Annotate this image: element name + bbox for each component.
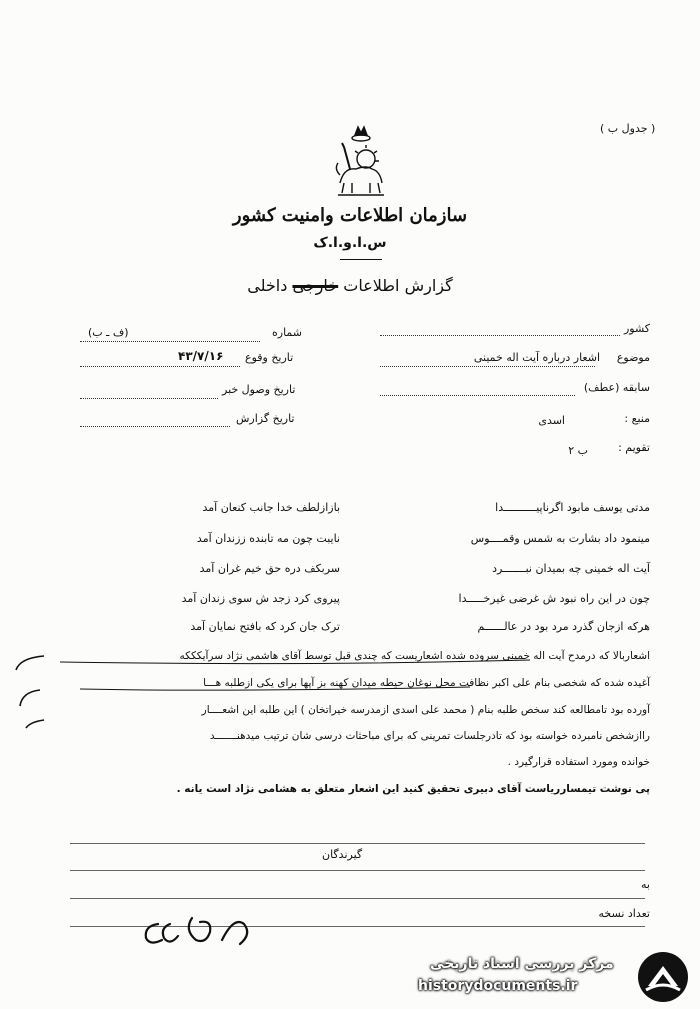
country-dotted-line bbox=[380, 334, 620, 336]
number-dotted-line bbox=[80, 340, 260, 342]
receipt-date-label: تاریخ وصول خبر bbox=[222, 383, 296, 396]
body-line: آغیده شده که شخصی بنام علی اکبر نظافت محل نوغان حیطه میدان کهنه بز آپها برای یکی ازطلبه هـــا bbox=[203, 677, 650, 689]
precedent-label: سابقه (عطف) bbox=[583, 381, 650, 394]
table-note: ( جدول ب ) bbox=[600, 122, 656, 135]
report-title-prefix: گزارش اطلاعات bbox=[343, 276, 453, 295]
event-date-value: ۴۳/۷/۱۶ bbox=[178, 349, 224, 363]
poem-line-left: پیروی کرد زجد ش سوی زندان آمد bbox=[181, 592, 340, 605]
report-date-label: تاریخ گزارش bbox=[236, 412, 295, 425]
report-date-dotted-line bbox=[80, 425, 230, 427]
body-line: راازشخص نامبرده خواسته بود که تادرجلسات تمرینی که برای مباحثات درسی شان ترتیب میدهنـــــــد bbox=[209, 730, 650, 742]
number-value: (ف ـ ب) bbox=[88, 326, 129, 339]
divider bbox=[70, 870, 645, 871]
archive-logo-icon bbox=[636, 950, 690, 1004]
poem-line-right: چون در این راه نبود ش غرضی غیرخـــــدا bbox=[458, 592, 650, 605]
poem-line-left: ترک جان کرد که بافتح نمایان آمد bbox=[190, 620, 340, 633]
rating-value: ب ۲ bbox=[568, 444, 588, 457]
country-label: کشور bbox=[623, 322, 650, 335]
event-date-dotted-line bbox=[80, 365, 240, 367]
subject-dotted-line bbox=[380, 365, 595, 367]
precedent-dotted-line bbox=[380, 394, 575, 396]
body-line: اشعاربالا که درمدح آیت اله خمینی سروده شده اشعاریست که چندی قبل توسط آقای هاشمی نژاد سرآیکککه bbox=[179, 650, 650, 662]
number-label: شماره bbox=[272, 326, 303, 339]
body-line: خوانده ومورد استفاده قرارگیرد . bbox=[507, 756, 650, 768]
event-date-label: تاریخ وقوع bbox=[245, 351, 294, 364]
subject-label: موضوع bbox=[616, 351, 650, 364]
poem-line-right: مینمود داد بشارت به شمس وقمــــوس bbox=[470, 532, 650, 545]
copies-label: تعداد نسخه bbox=[598, 907, 650, 920]
organization-code: س.ا.و.ا.ک bbox=[313, 235, 387, 251]
source-label: منبع : bbox=[624, 412, 650, 425]
poem-line-right: مدتی یوسف مابود اگرناپیــــــــــدا bbox=[495, 501, 650, 514]
source-value: اسدی bbox=[538, 414, 565, 427]
report-title-struck: خارجی bbox=[292, 276, 339, 295]
divider bbox=[340, 259, 382, 260]
margin-scribble-icon bbox=[10, 650, 50, 730]
recipients-label: گیرندگان bbox=[322, 848, 363, 861]
poem-line-left: سربکف دره حق خیم غران آمد bbox=[199, 562, 340, 575]
poem-line-left: بازازلطف خدا جانب کنعان آمد bbox=[202, 501, 340, 514]
body-line: آورده بود تامطالعه کند سخص طلبه بنام ( محمد علی اسدی ازمدرسه خیراتخان ) این طلبه این اشعــــار bbox=[201, 704, 650, 716]
report-title bbox=[0, 276, 700, 295]
poem-line-right: آیت اله خمینی چه بمیدان نبـــــــرد bbox=[492, 562, 650, 575]
handwritten-signature bbox=[140, 910, 260, 954]
lion-and-sun-emblem-icon bbox=[330, 125, 392, 200]
receipt-date-dotted-line bbox=[80, 397, 218, 399]
subject-value: اشعار درباره آیت اله خمینی bbox=[473, 351, 600, 364]
watermark-persian: مرکز بررسی اسناد تاریخی bbox=[430, 956, 614, 972]
rating-label: تقویم : bbox=[618, 441, 650, 454]
divider bbox=[70, 898, 645, 899]
to-label: به bbox=[641, 878, 650, 891]
poem-line-left: نایبت چون مه تابنده ززندان آمد bbox=[196, 532, 340, 545]
report-title-suffix: داخلی bbox=[247, 276, 288, 295]
watermark-url: historydocuments.ir bbox=[418, 978, 578, 994]
poem-line-right: هرکه ازجان گذرد مرد بود در عالــــــم bbox=[477, 620, 650, 633]
organization-name: سازمان اطلاعات وامنیت کشور bbox=[232, 205, 468, 226]
footnote: پی نوشت تیمساررياست آقای دبیری تحقیق کنید این اشعار متعلق به هشامی نژاد است یانه . bbox=[176, 783, 650, 795]
underline-marks-icon bbox=[60, 658, 540, 728]
divider bbox=[70, 843, 645, 844]
